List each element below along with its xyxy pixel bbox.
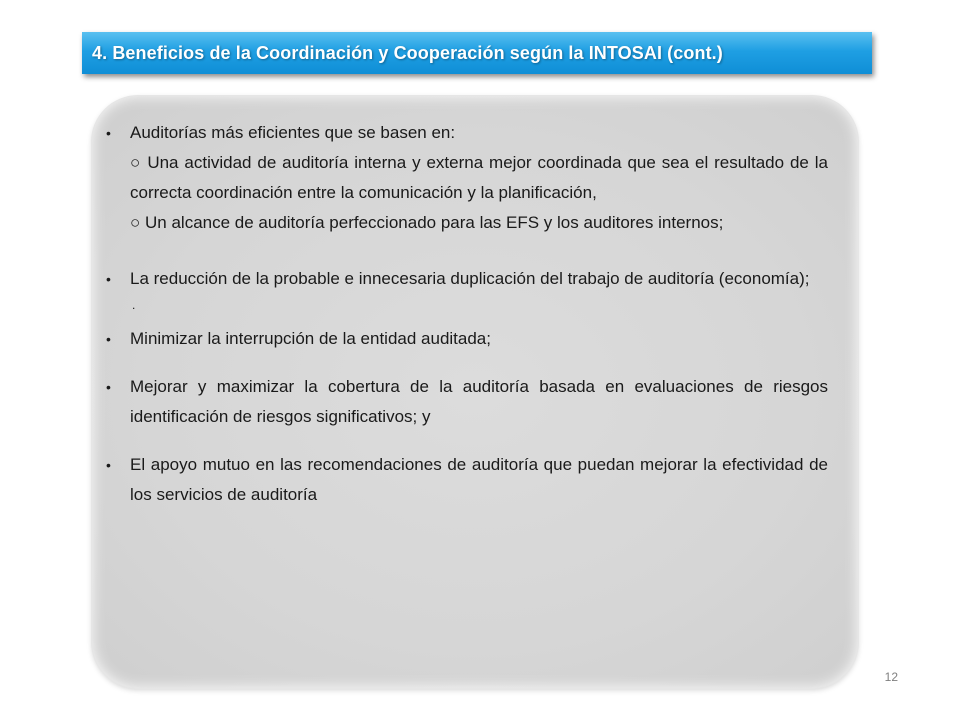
list-item — [104, 372, 828, 432]
list-item-text: El apoyo mutuo en las recomendaciones de auditoría que puedan mejorar la efectividad de los servicios de auditoría — [130, 455, 828, 504]
list-item — [104, 264, 828, 294]
sub-list-item — [104, 148, 828, 208]
bullet-icon: • — [106, 271, 111, 287]
stray-dot-line — [104, 294, 828, 324]
sub-list-item-text: Un alcance de auditoría perfeccionado para las EFS y los auditores internos; — [145, 213, 724, 232]
bullet-icon: • — [106, 457, 111, 473]
circle-bullet-icon: ○ — [130, 153, 142, 172]
list-item-text: La reducción de la probable e innecesaria duplicación del trabajo de auditoría (economía); — [130, 269, 810, 288]
slide-title: 4. Beneficios de la Coordinación y Cooperación según la INTOSAI (cont.) — [92, 42, 723, 63]
circle-bullet-icon: ○ — [130, 213, 141, 232]
bullet-icon: • — [106, 379, 111, 395]
list-item-text: Minimizar la interrupción de la entidad auditada; — [130, 329, 491, 348]
list-item-text: Mejorar y maximizar la cobertura de la auditoría basada en evaluaciones de riesgos identificación de riesgos significativos; y — [130, 377, 828, 426]
slide-title-bar — [82, 32, 872, 74]
bullet-list — [104, 118, 828, 510]
list-item — [104, 118, 828, 148]
bullet-icon: • — [106, 331, 111, 347]
page-number: 12 — [884, 670, 898, 684]
stray-dot: . — [132, 298, 136, 312]
list-item — [104, 450, 828, 510]
sub-list-item — [104, 208, 828, 238]
sub-list-item-text: Una actividad de auditoría interna y externa mejor coordinada que sea el resultado de la correcta coordinación entre la comunicación y la planificación, — [130, 153, 828, 202]
bullet-icon: • — [106, 125, 111, 141]
list-item — [104, 324, 828, 354]
list-item-text: Auditorías más eficientes que se basen en: — [130, 123, 456, 142]
